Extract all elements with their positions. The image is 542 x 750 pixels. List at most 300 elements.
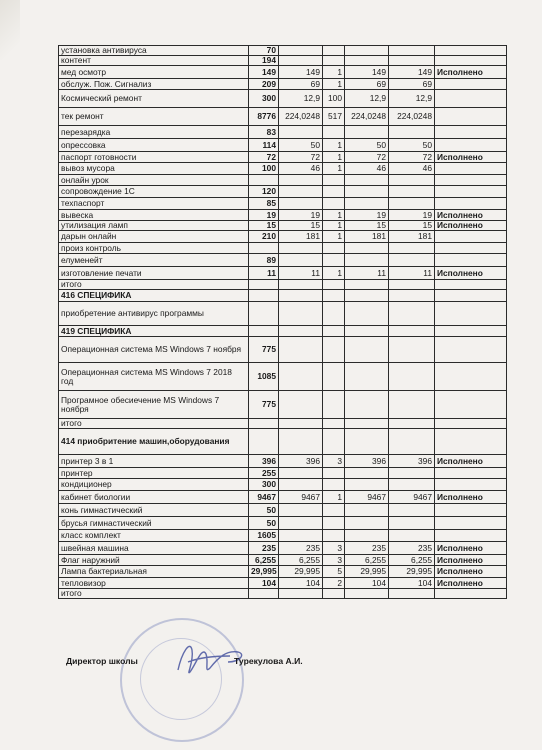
- row-value-3: 6,255: [389, 555, 435, 566]
- section-row: [59, 429, 507, 455]
- row-amount: 104: [249, 578, 279, 589]
- row-value-3: 46: [389, 163, 435, 175]
- table-row: [59, 391, 507, 419]
- row-quantity: 1: [323, 210, 345, 221]
- section-row: [59, 290, 507, 302]
- row-value-1: [279, 589, 323, 599]
- row-amount: 50: [249, 504, 279, 517]
- row-value-2: 6,255: [345, 555, 389, 566]
- row-name: класс комплект: [59, 530, 249, 542]
- table-row: [59, 198, 507, 210]
- row-quantity: [323, 504, 345, 517]
- table-row: [59, 210, 507, 221]
- row-value-2: [345, 363, 389, 391]
- row-amount: 300: [249, 90, 279, 108]
- row-value-2: [345, 46, 389, 56]
- row-value-3: [389, 126, 435, 139]
- row-value-1: [279, 326, 323, 337]
- row-quantity: 1: [323, 163, 345, 175]
- row-amount: 19: [249, 210, 279, 221]
- row-value-1: [279, 254, 323, 267]
- row-status: [435, 280, 507, 290]
- row-amount: [249, 290, 279, 302]
- row-value-2: [345, 419, 389, 429]
- table-row: [59, 555, 507, 566]
- row-status: [435, 391, 507, 419]
- row-value-2: [345, 290, 389, 302]
- table-row: [59, 566, 507, 578]
- row-value-1: [279, 186, 323, 198]
- row-value-3: 181: [389, 231, 435, 243]
- row-status: [435, 429, 507, 455]
- table-row: [59, 46, 507, 56]
- row-name: итого: [59, 280, 249, 290]
- row-status: Исполнено: [435, 210, 507, 221]
- row-value-2: 69: [345, 79, 389, 90]
- table-row: [59, 578, 507, 589]
- row-name: опрессовка: [59, 139, 249, 152]
- row-status: Исполнено: [435, 267, 507, 280]
- row-value-2: [345, 530, 389, 542]
- row-quantity: [323, 290, 345, 302]
- row-amount: 1085: [249, 363, 279, 391]
- row-value-3: [389, 198, 435, 210]
- row-value-2: [345, 429, 389, 455]
- row-amount: [249, 302, 279, 326]
- row-status: [435, 186, 507, 198]
- row-status: [435, 108, 507, 126]
- row-name: вывоз мусора: [59, 163, 249, 175]
- row-value-3: [389, 175, 435, 186]
- row-value-3: [389, 186, 435, 198]
- row-name: приобретение антивирус программы: [59, 302, 249, 326]
- row-value-1: [279, 468, 323, 479]
- table-row: [59, 163, 507, 175]
- row-amount: 70: [249, 46, 279, 56]
- row-value-1: [279, 198, 323, 210]
- row-amount: 29,995: [249, 566, 279, 578]
- row-value-3: [389, 479, 435, 491]
- row-value-1: [279, 56, 323, 66]
- row-quantity: [323, 198, 345, 210]
- page-fold-shadow: [0, 0, 20, 60]
- row-status: Исполнено: [435, 566, 507, 578]
- row-amount: [249, 243, 279, 254]
- row-status: [435, 46, 507, 56]
- row-status: [435, 479, 507, 491]
- row-value-1: 19: [279, 210, 323, 221]
- row-value-1: 72: [279, 152, 323, 163]
- row-quantity: [323, 326, 345, 337]
- row-value-3: [389, 589, 435, 599]
- row-name: Операционная система MS Windows 7 2018 год: [59, 363, 249, 391]
- row-value-2: [345, 326, 389, 337]
- row-value-1: [279, 126, 323, 139]
- row-name: сопровождение 1С: [59, 186, 249, 198]
- row-status: Исполнено: [435, 491, 507, 504]
- table-row: [59, 175, 507, 186]
- row-value-1: [279, 290, 323, 302]
- row-status: [435, 337, 507, 363]
- row-value-3: 69: [389, 79, 435, 90]
- table-row: [59, 152, 507, 163]
- row-value-3: [389, 46, 435, 56]
- row-value-2: [345, 517, 389, 530]
- row-name: Космический ремонт: [59, 90, 249, 108]
- row-value-2: [345, 198, 389, 210]
- row-quantity: 1: [323, 66, 345, 79]
- table-row: [59, 267, 507, 280]
- row-value-2: 19: [345, 210, 389, 221]
- row-value-3: [389, 419, 435, 429]
- row-status: [435, 363, 507, 391]
- table-row: [59, 231, 507, 243]
- row-value-2: [345, 589, 389, 599]
- row-name: Програмное обесиечение MS Windows 7 ноября: [59, 391, 249, 419]
- table-row: [59, 479, 507, 491]
- row-value-3: 104: [389, 578, 435, 589]
- row-value-1: 11: [279, 267, 323, 280]
- row-value-3: [389, 391, 435, 419]
- row-value-3: [389, 337, 435, 363]
- row-status: Исполнено: [435, 555, 507, 566]
- row-amount: [249, 280, 279, 290]
- row-name: елуменейт: [59, 254, 249, 267]
- row-name: произ контроль: [59, 243, 249, 254]
- table-row: [59, 337, 507, 363]
- row-status: [435, 504, 507, 517]
- row-status: [435, 163, 507, 175]
- row-value-2: [345, 254, 389, 267]
- row-status: Исполнено: [435, 578, 507, 589]
- row-value-2: 50: [345, 139, 389, 152]
- row-value-2: 29,995: [345, 566, 389, 578]
- row-name: итого: [59, 589, 249, 599]
- row-amount: 210: [249, 231, 279, 243]
- row-value-2: 15: [345, 221, 389, 231]
- row-value-3: [389, 280, 435, 290]
- table-row: [59, 302, 507, 326]
- row-value-2: [345, 175, 389, 186]
- row-status: [435, 302, 507, 326]
- row-value-1: 235: [279, 542, 323, 555]
- row-amount: 209: [249, 79, 279, 90]
- row-value-2: [345, 56, 389, 66]
- row-value-2: [345, 391, 389, 419]
- row-value-1: [279, 243, 323, 254]
- row-name: Флаг наружний: [59, 555, 249, 566]
- table-row: [59, 254, 507, 267]
- row-name: тепловизор: [59, 578, 249, 589]
- row-name: обслуж. Пож. Сигнализ: [59, 79, 249, 90]
- table-row: [59, 517, 507, 530]
- row-status: [435, 79, 507, 90]
- row-amount: 85: [249, 198, 279, 210]
- section-row: [59, 326, 507, 337]
- row-amount: [249, 175, 279, 186]
- table-row: [59, 542, 507, 555]
- row-amount: [249, 326, 279, 337]
- row-value-2: 11: [345, 267, 389, 280]
- row-status: [435, 90, 507, 108]
- row-value-1: 224,0248: [279, 108, 323, 126]
- row-quantity: [323, 126, 345, 139]
- row-value-2: [345, 302, 389, 326]
- row-quantity: [323, 337, 345, 363]
- row-value-1: [279, 504, 323, 517]
- row-quantity: 517: [323, 108, 345, 126]
- row-value-3: [389, 363, 435, 391]
- row-name: вывеска: [59, 210, 249, 221]
- row-value-3: [389, 326, 435, 337]
- row-value-3: 149: [389, 66, 435, 79]
- table-row: [59, 419, 507, 429]
- row-value-1: [279, 363, 323, 391]
- row-status: [435, 419, 507, 429]
- table-row: [59, 126, 507, 139]
- row-quantity: 1: [323, 267, 345, 280]
- row-name: 416 СПЕЦИФИКА: [59, 290, 249, 302]
- row-amount: [249, 429, 279, 455]
- row-status: Исполнено: [435, 221, 507, 231]
- row-value-1: [279, 530, 323, 542]
- row-value-2: 12,9: [345, 90, 389, 108]
- row-name: изготовление печати: [59, 267, 249, 280]
- row-value-3: 235: [389, 542, 435, 555]
- row-quantity: [323, 46, 345, 56]
- row-quantity: [323, 589, 345, 599]
- row-value-3: [389, 504, 435, 517]
- row-value-2: [345, 126, 389, 139]
- row-status: [435, 290, 507, 302]
- row-value-3: [389, 254, 435, 267]
- row-name: итого: [59, 419, 249, 429]
- row-value-3: 224,0248: [389, 108, 435, 126]
- row-quantity: [323, 419, 345, 429]
- row-value-1: 396: [279, 455, 323, 468]
- row-amount: 120: [249, 186, 279, 198]
- row-quantity: [323, 530, 345, 542]
- row-name: принтер: [59, 468, 249, 479]
- row-amount: 100: [249, 163, 279, 175]
- row-value-1: 9467: [279, 491, 323, 504]
- row-amount: [249, 589, 279, 599]
- row-value-2: 72: [345, 152, 389, 163]
- budget-table-body: [59, 46, 507, 599]
- row-amount: 83: [249, 126, 279, 139]
- row-quantity: [323, 186, 345, 198]
- row-amount: 149: [249, 66, 279, 79]
- row-name: тек ремонт: [59, 108, 249, 126]
- table-row: [59, 221, 507, 231]
- row-quantity: 1: [323, 152, 345, 163]
- row-status: [435, 589, 507, 599]
- row-value-1: 15: [279, 221, 323, 231]
- row-name: 419 СПЕЦИФИКА: [59, 326, 249, 337]
- row-name: конь гимнастический: [59, 504, 249, 517]
- row-name: кабинет биологии: [59, 491, 249, 504]
- row-status: Исполнено: [435, 152, 507, 163]
- table-row: [59, 530, 507, 542]
- row-amount: 775: [249, 391, 279, 419]
- row-quantity: [323, 468, 345, 479]
- row-value-3: 11: [389, 267, 435, 280]
- row-amount: 89: [249, 254, 279, 267]
- row-value-3: 72: [389, 152, 435, 163]
- row-value-2: 149: [345, 66, 389, 79]
- row-amount: 11: [249, 267, 279, 280]
- row-value-2: 104: [345, 578, 389, 589]
- row-value-2: [345, 504, 389, 517]
- row-amount: 8776: [249, 108, 279, 126]
- row-value-1: [279, 175, 323, 186]
- row-value-2: 181: [345, 231, 389, 243]
- row-quantity: 5: [323, 566, 345, 578]
- row-status: [435, 139, 507, 152]
- row-value-1: [279, 46, 323, 56]
- table-row: [59, 79, 507, 90]
- row-quantity: 1: [323, 79, 345, 90]
- row-amount: 396: [249, 455, 279, 468]
- row-name: онлайн урок: [59, 175, 249, 186]
- row-quantity: [323, 363, 345, 391]
- row-quantity: 100: [323, 90, 345, 108]
- row-amount: 775: [249, 337, 279, 363]
- row-status: [435, 243, 507, 254]
- row-quantity: 3: [323, 555, 345, 566]
- row-name: утилизация ламп: [59, 221, 249, 231]
- row-value-1: [279, 419, 323, 429]
- row-quantity: 3: [323, 455, 345, 468]
- row-quantity: 1: [323, 491, 345, 504]
- row-name: кондиционер: [59, 479, 249, 491]
- table-row: [59, 280, 507, 290]
- row-quantity: 1: [323, 231, 345, 243]
- row-value-3: 50: [389, 139, 435, 152]
- row-quantity: [323, 243, 345, 254]
- table-row: [59, 363, 507, 391]
- row-quantity: [323, 254, 345, 267]
- table-row: [59, 504, 507, 517]
- row-status: [435, 326, 507, 337]
- table-row: [59, 139, 507, 152]
- row-value-1: [279, 429, 323, 455]
- table-row: [59, 56, 507, 66]
- row-quantity: 3: [323, 542, 345, 555]
- budget-table: [58, 45, 507, 599]
- row-value-3: [389, 302, 435, 326]
- row-quantity: [323, 517, 345, 530]
- row-quantity: [323, 175, 345, 186]
- row-status: [435, 198, 507, 210]
- row-name: техпаспорт: [59, 198, 249, 210]
- row-value-1: [279, 517, 323, 530]
- row-value-1: [279, 280, 323, 290]
- director-label: Директор школы: [66, 656, 138, 666]
- row-value-1: 149: [279, 66, 323, 79]
- row-value-1: 29,995: [279, 566, 323, 578]
- row-value-1: 104: [279, 578, 323, 589]
- row-value-2: [345, 479, 389, 491]
- row-status: [435, 468, 507, 479]
- row-name: контент: [59, 56, 249, 66]
- row-status: Исполнено: [435, 455, 507, 468]
- row-name: паспорт готовности: [59, 152, 249, 163]
- row-name: Операционная система MS Windows 7 ноября: [59, 337, 249, 363]
- row-value-1: [279, 479, 323, 491]
- table-row: [59, 186, 507, 198]
- table-row: [59, 243, 507, 254]
- row-value-2: 9467: [345, 491, 389, 504]
- row-status: Исполнено: [435, 542, 507, 555]
- row-name: принтер 3 в 1: [59, 455, 249, 468]
- director-name: Турекулова А.И.: [234, 656, 303, 666]
- row-status: [435, 530, 507, 542]
- row-value-2: [345, 243, 389, 254]
- row-status: Исполнено: [435, 66, 507, 79]
- row-amount: 114: [249, 139, 279, 152]
- row-status: [435, 126, 507, 139]
- row-value-3: 29,995: [389, 566, 435, 578]
- row-quantity: [323, 302, 345, 326]
- table-row: [59, 66, 507, 79]
- row-name: установка антивируса: [59, 46, 249, 56]
- row-name: перезарядка: [59, 126, 249, 139]
- row-value-3: [389, 530, 435, 542]
- row-amount: 235: [249, 542, 279, 555]
- row-value-3: 19: [389, 210, 435, 221]
- row-value-1: [279, 391, 323, 419]
- row-value-1: 69: [279, 79, 323, 90]
- row-value-2: [345, 337, 389, 363]
- row-name: 414 приобритение машин,оборудования: [59, 429, 249, 455]
- row-amount: 50: [249, 517, 279, 530]
- row-quantity: [323, 429, 345, 455]
- row-value-3: [389, 429, 435, 455]
- row-quantity: 2: [323, 578, 345, 589]
- row-amount: 15: [249, 221, 279, 231]
- table-row: [59, 90, 507, 108]
- row-quantity: [323, 479, 345, 491]
- row-status: [435, 254, 507, 267]
- row-name: Лампа бактериальная: [59, 566, 249, 578]
- row-value-2: 46: [345, 163, 389, 175]
- table-row: [59, 108, 507, 126]
- row-value-2: 396: [345, 455, 389, 468]
- table-row: [59, 491, 507, 504]
- row-value-3: [389, 517, 435, 530]
- row-status: [435, 517, 507, 530]
- row-amount: [249, 419, 279, 429]
- row-value-3: [389, 243, 435, 254]
- row-quantity: [323, 56, 345, 66]
- row-amount: 1605: [249, 530, 279, 542]
- table-row: [59, 589, 507, 599]
- row-amount: 300: [249, 479, 279, 491]
- row-value-3: 12,9: [389, 90, 435, 108]
- table-row: [59, 455, 507, 468]
- row-name: брусья гимнастический: [59, 517, 249, 530]
- row-status: [435, 56, 507, 66]
- row-name: швейная машина: [59, 542, 249, 555]
- row-value-3: 396: [389, 455, 435, 468]
- row-quantity: [323, 391, 345, 419]
- row-value-2: 224,0248: [345, 108, 389, 126]
- row-value-2: [345, 280, 389, 290]
- row-value-1: 6,255: [279, 555, 323, 566]
- row-value-1: 181: [279, 231, 323, 243]
- row-status: [435, 175, 507, 186]
